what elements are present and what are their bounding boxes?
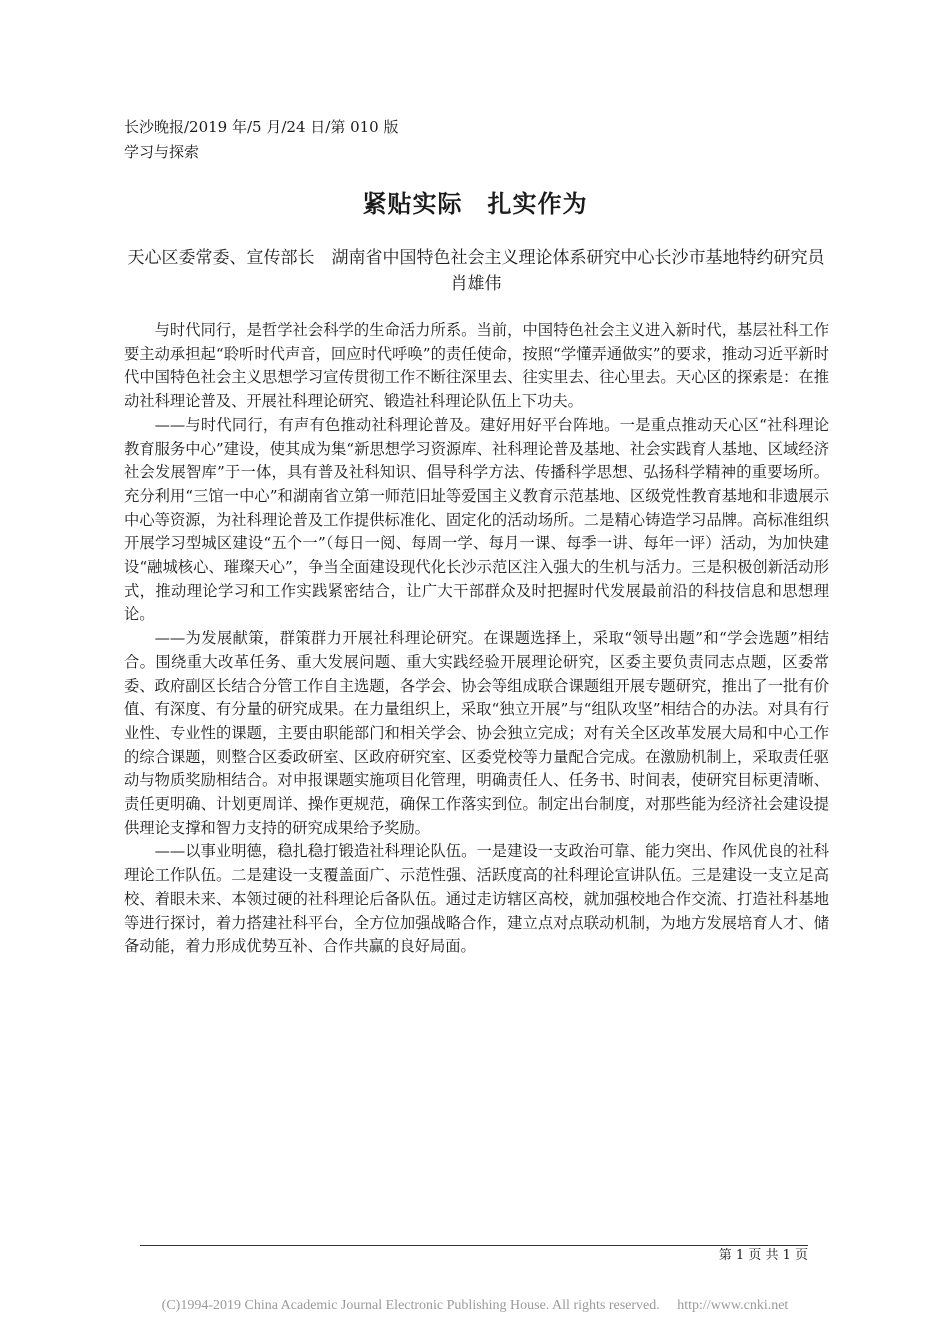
article-title: 紧贴实际 扎实作为	[362, 189, 588, 218]
paragraph-popularization: ——与时代同行，有声有色推动社科理论普及。建好用好平台阵地。一是重点推动天心区“社科理论教育服务中心”建设，使其成为集“新思想学习资源库、社科理论普及基地、社会实践育人基地、区域经济社会发展智库”于一体，具有普及社科知识、倡导科学方法、传播科学思想、弘扬科学精神的重要场所。充分利用“三馆一中心”和湖南省立第一师范旧址等爱国主义教育示范基地、区级党性教育基地和非遗展示中心等资源，为社科理论普及工作提供标准化、固定化的活动场所。二是精心铸造学习品牌。高标准组织开展学习型城区建设“五个一”（每日一阅、每周一学、每月一课、每季一讲、每年一评）活动，为加快建设“融城核心、璀璨天心”，争当全面建设现代化长沙示范区注入强大的生机与活力。三是积极创新活动形式，推动理论学习和工作实践紧密结合，让广大干部群众及时把握时代发展最前沿的科技信息和思想理论。	[124, 415, 829, 624]
article-body	[124, 319, 829, 959]
paragraph-team: ——以事业明德，稳扎稳打锻造社科理论队伍。一是建设一支政治可靠、能力突出、作风优良的社科理论工作队伍。二是建设一支覆盖面广、示范性强、活跃度高的社科理论宣讲队伍。三是建设一支立足高校、着眼未来、本领过硬的社科理论后备队伍。通过走访辖区高校，就加强校地合作交流、打造社科基地等进行探讨，着力搭建社科平台，全方位加强战略合作，建立点对点联动机制，为地方发展培育人才、储备动能，着力形成优势互补、合作共赢的良好局面。	[124, 842, 829, 956]
section-name: 学习与探索	[124, 143, 200, 161]
paragraph-intro: 与时代同行，是哲学社会科学的生命活力所系。当前，中国特色社会主义进入新时代，基层社科工作要主动承担起“聆听时代声音，回应时代呼唤”的责任使命，按照“学懂弄通做实”的要求，推动习近平新时代中国特色社会主义思想学习宣传贯彻工作不断往深里去、往实里去、往心里去。天心区的探索是：在推动社科理论普及、开展社科理论研究、锻造社科理论队伍上下功夫。	[124, 321, 829, 411]
source-info: 长沙晚报/2019 年/5 月/24 日/第 010 版	[124, 118, 399, 136]
footer-divider	[140, 1245, 808, 1246]
copyright-notice: (C)1994-2019 China Academic Journal Electronic Publishing House. All rights reserved. http://www.cnki.net	[161, 1298, 789, 1313]
paragraph-research: ——为发展献策，群策群力开展社科理论研究。在课题选择上，采取“领导出题”和“学会选题”相结合。围绕重大改革任务、重大发展问题、重大实践经验开展理论研究，区委主要负责同志点题，区委常委、政府副区长结合分管工作自主选题，各学会、协会等组成联合课题组开展专题研究，推出了一批有价值、有深度、有分量的研究成果。在力量组织上，采取“独立开展”与“组队攻坚”相结合的办法。对具有行业性、专业性的课题，主要由职能部门和相关学会、协会独立完成；对有关全区改革发展大局和中心工作的综合课题，则整合区委政研室、区政府研究室、区委党校等力量配合完成。在激励机制上，采取责任驱动与物质奖励相结合。对申报课题实施项目化管理，明确责任人、任务书、时间表，使研究目标更清晰、责任更明确、计划更周详、操作更规范，确保工作落实到位。制定出台制度，对那些能为经济社会建设提供理论支撑和智力支持的研究成果给予奖励。	[124, 629, 829, 837]
author-byline: 天心区委常委、宣传部长 湖南省中国特色社会主义理论体系研究中心长沙市基地特约研究员 肖雄伟	[127, 248, 842, 294]
page-number: 第 1 页 共 1 页	[718, 1248, 808, 1263]
